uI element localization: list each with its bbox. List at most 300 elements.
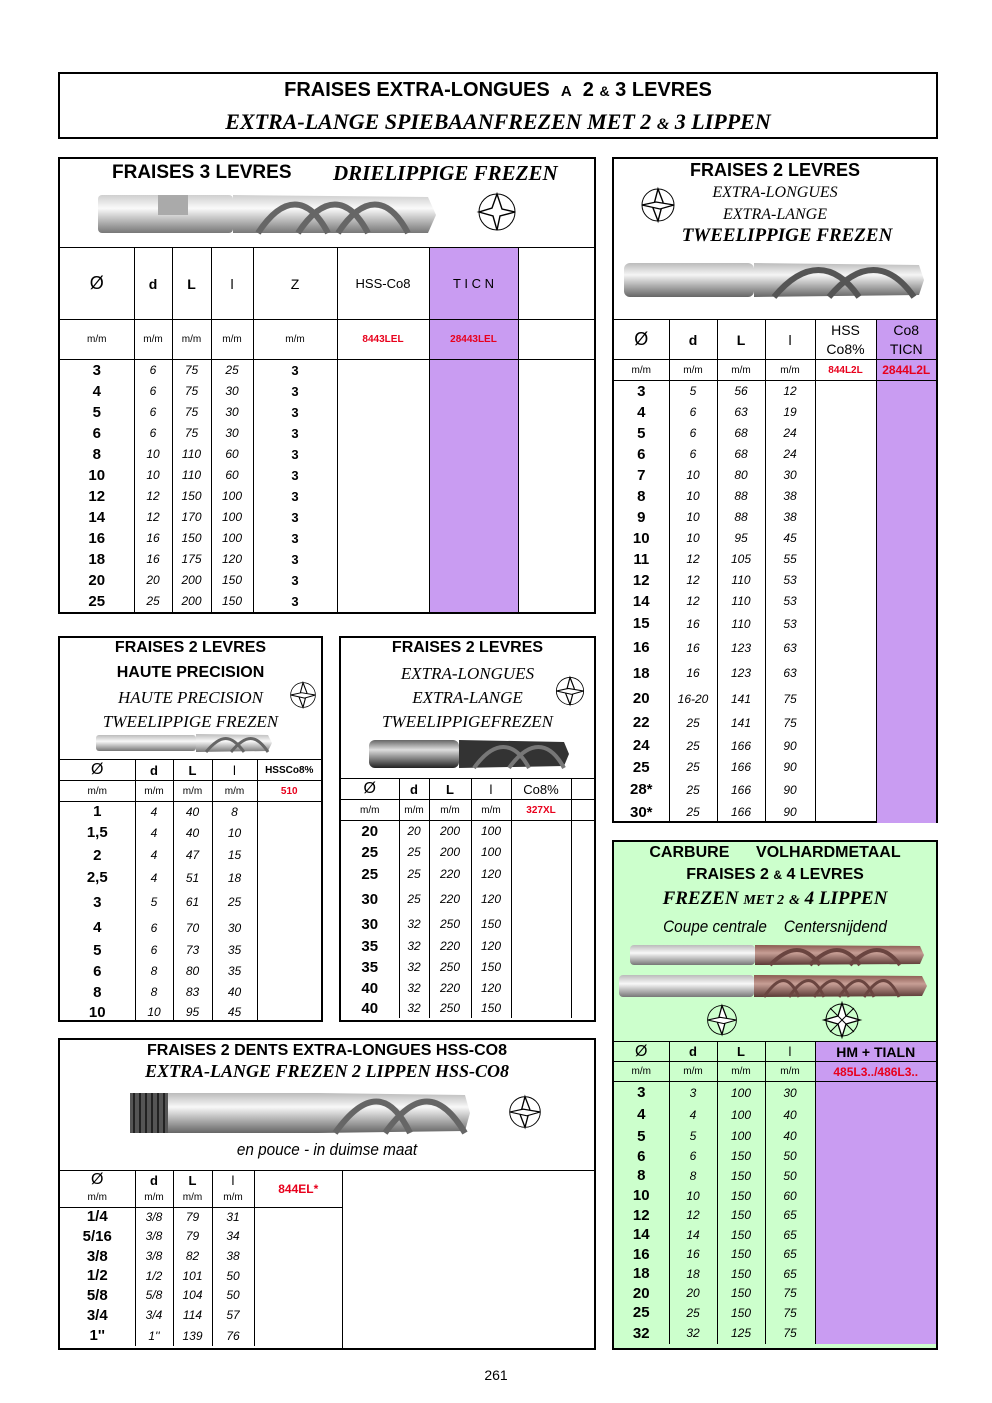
empty-cell <box>257 867 321 889</box>
table-cell: 4 <box>135 802 173 822</box>
table-cell: 3 <box>253 402 337 423</box>
unit-cell: m/m <box>341 800 399 821</box>
empty-cell <box>815 1264 936 1284</box>
table-cell: 40 <box>765 1126 815 1147</box>
table-cell: 10 <box>669 486 717 507</box>
table-cell: 88 <box>717 486 765 507</box>
table-row <box>614 660 936 687</box>
table-cell: 150 <box>172 486 211 507</box>
table-cell: 5/16 <box>82 1227 112 1245</box>
empty-cell <box>337 444 429 465</box>
empty-cell <box>511 936 571 957</box>
table-cell: 20 <box>134 570 172 591</box>
table-row <box>60 1266 342 1285</box>
table-cell: 45 <box>765 528 815 549</box>
table-cell: 25 <box>632 758 650 776</box>
table-cell: 141 <box>717 711 765 735</box>
table-cell: 25 <box>669 757 717 778</box>
empty-cell <box>429 486 518 507</box>
table-cell: 150 <box>717 1264 765 1284</box>
table-cell: 38 <box>765 507 815 528</box>
empty-cell <box>815 591 876 612</box>
header-diameter: Ø <box>60 248 134 320</box>
table-cell: 123 <box>717 636 765 660</box>
unit-cell: m/m <box>614 360 669 381</box>
table-cell: 3 <box>92 361 101 379</box>
empty-cell <box>518 444 594 465</box>
carbide-title-3a: FREZEN <box>662 888 739 909</box>
table-row <box>614 1323 936 1344</box>
table-cell: 6 <box>134 423 172 444</box>
table-row <box>60 961 321 982</box>
empty-cell <box>254 1266 342 1285</box>
table-cell: 75 <box>765 687 815 711</box>
table-cell: 90 <box>765 802 815 823</box>
unit-cell: m/m <box>669 360 717 381</box>
table-row <box>614 1245 936 1264</box>
table-cell: 57 <box>212 1305 254 1325</box>
table-cell: 220 <box>429 978 471 999</box>
table-cell: 63 <box>765 660 815 687</box>
table-cell: 22 <box>632 714 650 731</box>
empty-cell <box>257 940 321 961</box>
empty-cell <box>254 1305 342 1325</box>
table-row <box>341 978 594 999</box>
empty-cell <box>815 1225 936 1245</box>
table-row <box>60 423 594 444</box>
empty-cell <box>254 1226 342 1246</box>
empty-cell <box>815 1104 936 1126</box>
table-row <box>60 381 594 402</box>
hp-title-1: FRAISES 2 LEVRES <box>114 639 267 656</box>
table-cell: 141 <box>717 687 765 711</box>
header-l: l <box>765 320 815 360</box>
table-cell: 30* <box>629 803 653 821</box>
carbide-title-3amp: & <box>788 893 800 908</box>
table-row <box>60 465 594 486</box>
table-cell: 8 <box>135 982 173 1003</box>
table-cell: 65 <box>765 1225 815 1245</box>
empty-cell <box>511 886 571 913</box>
empty-cell <box>429 591 518 612</box>
empty-cell <box>518 549 594 570</box>
table-cell: 6 <box>637 1147 646 1165</box>
table-cell: 1/4 <box>86 1208 108 1226</box>
table-cell: 10 <box>632 529 650 547</box>
code-co8: 327XL <box>511 800 571 821</box>
empty-cell <box>876 549 936 570</box>
table-cell: 3/8 <box>135 1207 173 1226</box>
empty-cell <box>257 822 321 844</box>
header-hss: HSS Co8% <box>815 320 876 360</box>
page-subtitle <box>60 109 936 135</box>
empty-cell <box>815 802 876 823</box>
empty-cell <box>571 978 594 999</box>
empty-cell <box>257 982 321 1003</box>
table-row <box>614 402 936 423</box>
table-cell: 83 <box>173 982 212 1003</box>
empty-cell <box>571 936 594 957</box>
table-row <box>614 465 936 486</box>
table-row <box>60 1226 342 1246</box>
table-cell: 12 <box>88 487 106 505</box>
table-cell: 65 <box>765 1245 815 1264</box>
unit-cell: m/m <box>60 1189 135 1207</box>
empty-cell <box>571 863 594 886</box>
empty-cell <box>337 528 429 549</box>
table-cell: 114 <box>173 1305 212 1325</box>
header-diameter: Ø <box>60 760 135 781</box>
table-cell: 65 <box>765 1264 815 1284</box>
table-cell: 5 <box>637 1127 646 1145</box>
empty-cell <box>511 957 571 978</box>
table-cell: 110 <box>717 591 765 612</box>
table-row <box>60 1246 342 1266</box>
table-row <box>60 570 594 591</box>
table-row <box>614 528 936 549</box>
unit-cell: m/m <box>471 800 511 821</box>
table-cell: 30 <box>361 890 379 908</box>
table-cell: 150 <box>717 1284 765 1303</box>
empty-cell <box>254 1325 342 1346</box>
table-cell: 104 <box>173 1285 212 1305</box>
section-3-title-fr: FRAISES 3 LEVRES <box>112 162 292 183</box>
table-cell: 12 <box>669 591 717 612</box>
table-row <box>614 570 936 591</box>
table-row <box>60 528 594 549</box>
table-cell: 6 <box>637 445 646 463</box>
table-cell: 3 <box>253 465 337 486</box>
unit-cell: m/m <box>172 320 211 360</box>
table-cell: 25 <box>88 592 106 610</box>
carbide-title-1a: CARBURE <box>649 844 730 861</box>
table-cell: 34 <box>212 1226 254 1246</box>
empty-cell <box>571 886 594 913</box>
table-cell: 110 <box>717 570 765 591</box>
section-high-precision <box>58 636 323 1022</box>
table-cell: 50 <box>212 1266 254 1285</box>
unit-cell: m/m <box>669 1062 717 1082</box>
header-co8: Co8% <box>511 779 571 800</box>
unit-cell: m/m <box>60 320 134 360</box>
table-row <box>60 867 321 889</box>
section-2r-title-3: EXTRA-LANGE <box>723 206 827 223</box>
table-row <box>60 1305 342 1325</box>
table-cell: 14 <box>669 1225 717 1245</box>
empty-cell <box>429 423 518 444</box>
carbide-title-2 <box>614 866 936 884</box>
table-row <box>60 916 321 940</box>
table-cell: 3/8 <box>135 1226 173 1246</box>
table-cell: 1'' <box>89 1327 105 1344</box>
table-cell: 100 <box>717 1104 765 1126</box>
empty-cell <box>511 863 571 886</box>
code-hss: 844EL* <box>254 1171 342 1208</box>
empty-cell <box>815 402 876 423</box>
unit-cell: m/m <box>60 781 135 802</box>
carbide-title-3c: 4 LIPPEN <box>804 888 888 909</box>
table-cell: 150 <box>211 591 253 612</box>
empty-cell <box>876 591 936 612</box>
empty-cell <box>876 735 936 757</box>
table-row <box>341 842 594 863</box>
unit-cell: m/m <box>429 800 471 821</box>
table-cell: 3 <box>253 570 337 591</box>
empty-cell <box>337 360 429 381</box>
table-cell: 3 <box>93 893 102 911</box>
section-2r-title-4: TWEELIPPIGE FREZEN <box>681 225 893 246</box>
table-cell: 75 <box>172 423 211 444</box>
header-z: Z <box>253 248 337 320</box>
table-cell: 3 <box>253 381 337 402</box>
empty-cell <box>876 687 936 711</box>
table-cell: 250 <box>429 957 471 978</box>
empty-cell <box>429 528 518 549</box>
table-cell: 250 <box>429 913 471 936</box>
table-cell: 3 <box>253 507 337 528</box>
empty-cell <box>337 486 429 507</box>
table-row <box>60 1325 342 1346</box>
table-row <box>614 423 936 444</box>
header-diameter: Ø <box>614 320 669 360</box>
table-cell: 120 <box>471 863 511 886</box>
empty-cell <box>876 570 936 591</box>
section-3-flutes <box>58 157 596 614</box>
empty-cell <box>518 570 594 591</box>
empty-cell <box>337 591 429 612</box>
header-d: d <box>134 248 172 320</box>
table-cell: 32 <box>632 1324 650 1342</box>
table-cell: 32 <box>399 978 429 999</box>
table-cell: 53 <box>765 570 815 591</box>
carbide-title-4b: Centersnijdend <box>783 917 887 936</box>
table-cell: 16 <box>632 1245 650 1263</box>
table-cell: 3/4 <box>86 1306 108 1324</box>
table-cell: 100 <box>211 507 253 528</box>
table-row <box>60 486 594 507</box>
section-2r-rows <box>614 381 936 823</box>
table-cell: 120 <box>471 936 511 957</box>
table-cell: 170 <box>172 507 211 528</box>
table-cell: 12 <box>669 570 717 591</box>
el-title-3: EXTRA-LANGE <box>412 688 523 707</box>
unit-cell: m/m <box>212 1189 254 1207</box>
table-cell: 30 <box>211 402 253 423</box>
table-cell: 4 <box>637 1106 646 1123</box>
table-cell: 18 <box>669 1264 717 1284</box>
empty-cell <box>815 381 876 402</box>
empty-cell <box>429 381 518 402</box>
table-cell: 25 <box>399 886 429 913</box>
empty-cell <box>571 999 594 1018</box>
subtitle-amp: & <box>656 116 670 133</box>
carbide-title-1b: VOLHARDMETAAL <box>756 844 901 861</box>
title-n2: 3 LEVRES <box>615 79 712 101</box>
table-cell: 100 <box>471 821 511 842</box>
table-row <box>60 822 321 844</box>
table-cell: 12 <box>134 486 172 507</box>
empty-cell <box>815 1166 936 1186</box>
table-cell: 14 <box>632 1226 650 1243</box>
table-cell: 175 <box>172 549 211 570</box>
table-row <box>60 802 321 822</box>
unit-cell: m/m <box>173 1189 212 1207</box>
unit-cell: m/m <box>253 320 337 360</box>
table-cell: 5 <box>669 1126 717 1147</box>
section-carbide <box>612 840 938 1350</box>
table-cell: 5 <box>637 424 646 442</box>
table-cell: 12 <box>669 1206 717 1225</box>
table-row <box>614 1104 936 1126</box>
table-cell: 82 <box>173 1246 212 1266</box>
empty-cell <box>429 360 518 381</box>
empty-cell <box>876 444 936 465</box>
table-cell: 150 <box>211 570 253 591</box>
table-row <box>614 1303 936 1323</box>
empty-cell <box>511 842 571 863</box>
three-flute-profile-icon <box>472 189 522 235</box>
empty-cell <box>815 1126 936 1147</box>
table-cell: 150 <box>717 1206 765 1225</box>
three-flute-end-mill-image <box>98 189 440 241</box>
table-cell: 25 <box>632 1304 650 1321</box>
inch-title-2: EXTRA-LANGE FREZEN 2 LIPPEN HSS-CO8 <box>144 1061 510 1081</box>
header-L: L <box>173 760 212 781</box>
table-cell: 90 <box>765 757 815 778</box>
table-cell: 75 <box>765 1323 815 1344</box>
table-cell: 25 <box>399 842 429 863</box>
empty-cell <box>429 465 518 486</box>
table-cell: 105 <box>717 549 765 570</box>
header-l: l <box>212 1171 254 1190</box>
table-row <box>341 957 594 978</box>
table-cell: 5/8 <box>135 1285 173 1305</box>
empty-cell <box>815 423 876 444</box>
empty-cell <box>518 507 594 528</box>
table-row <box>614 735 936 757</box>
table-cell: 101 <box>173 1266 212 1285</box>
header-L: L <box>429 779 471 800</box>
table-cell: 35 <box>361 937 379 955</box>
section-inch <box>58 1038 596 1350</box>
header-hm-tialn: HM + TIALN <box>815 1042 936 1062</box>
header-d: d <box>135 1171 173 1190</box>
empty-cell <box>815 507 876 528</box>
title-main: FRAISES EXTRA-LONGUES <box>284 79 550 101</box>
hp-table <box>60 759 321 1022</box>
table-cell: 12 <box>669 549 717 570</box>
inch-table <box>60 1170 342 1346</box>
table-cell: 16 <box>669 660 717 687</box>
carbide-title-3b: MET 2 <box>743 893 785 908</box>
table-cell: 4 <box>135 822 173 844</box>
table-cell: 80 <box>173 961 212 982</box>
table-cell: 28* <box>629 781 653 798</box>
table-row <box>614 507 936 528</box>
table-row <box>60 889 321 916</box>
inch-table-divider <box>342 1170 343 1348</box>
unit-cell: m/m <box>211 320 253 360</box>
table-cell: 1 <box>93 803 102 821</box>
unit-blank <box>518 320 594 360</box>
empty-cell <box>876 778 936 802</box>
table-cell: 25 <box>669 1303 717 1323</box>
empty-cell <box>815 1082 936 1104</box>
table-cell: 16 <box>88 529 106 547</box>
table-cell: 2 <box>93 846 102 864</box>
carbide-title-4a: Coupe centrale <box>663 917 767 936</box>
table-cell: 16 <box>669 612 717 636</box>
empty-cell <box>337 402 429 423</box>
header-hss: HSS-Co8 <box>337 248 429 320</box>
carbide-title-4 <box>630 917 920 937</box>
table-cell: 70 <box>173 916 212 940</box>
code-hss: 844L2L <box>815 360 876 381</box>
header-ticn: T I C N <box>429 248 518 320</box>
table-cell: 80 <box>717 465 765 486</box>
carbide-4-flute-image <box>619 972 929 1000</box>
table-cell: 25 <box>361 865 379 883</box>
el-title-4: TWEELIPPIGEFREZEN <box>382 712 553 731</box>
table-cell: 4 <box>92 382 101 400</box>
carbide-title-2a: FRAISES 2 <box>686 866 769 883</box>
table-row <box>614 687 936 711</box>
table-cell: 120 <box>471 978 511 999</box>
carbide-title-3 <box>614 888 936 910</box>
table-cell: 3 <box>253 528 337 549</box>
table-cell: 38 <box>765 486 815 507</box>
empty-cell <box>815 549 876 570</box>
table-cell: 16 <box>632 639 650 656</box>
table-cell: 18 <box>212 867 257 889</box>
table-row <box>614 1147 936 1166</box>
empty-cell <box>815 1147 936 1166</box>
table-cell: 3 <box>637 1084 646 1102</box>
empty-cell <box>876 465 936 486</box>
table-row <box>614 1264 936 1284</box>
table-cell: 6 <box>669 402 717 423</box>
header-L: L <box>717 320 765 360</box>
table-row <box>341 999 594 1018</box>
table-cell: 150 <box>717 1186 765 1206</box>
empty-cell <box>815 444 876 465</box>
table-row <box>60 402 594 423</box>
table-cell: 10 <box>212 822 257 844</box>
table-cell: 9 <box>637 508 646 526</box>
two-flute-profile-icon <box>551 674 589 708</box>
table-row <box>341 863 594 886</box>
empty-cell <box>876 636 936 660</box>
hp-rows <box>60 802 321 1022</box>
table-cell: 1,5 <box>86 824 108 841</box>
table-cell: 10 <box>669 1186 717 1206</box>
unit-cell: m/m <box>717 1062 765 1082</box>
table-row <box>614 757 936 778</box>
table-cell: 25 <box>212 889 257 916</box>
table-cell: 2,5 <box>86 869 108 886</box>
header-d: d <box>135 760 173 781</box>
table-cell: 8 <box>669 1166 717 1186</box>
carbide-table <box>614 1041 936 1344</box>
inch-title-1: FRAISES 2 DENTS EXTRA-LONGUES HSS-CO8 <box>146 1042 508 1059</box>
page-header <box>58 72 938 139</box>
table-row <box>60 844 321 867</box>
table-cell: 1/2 <box>135 1266 173 1285</box>
empty-cell <box>257 1003 321 1022</box>
table-cell: 25 <box>361 843 379 861</box>
empty-cell <box>518 402 594 423</box>
table-row <box>60 940 321 961</box>
